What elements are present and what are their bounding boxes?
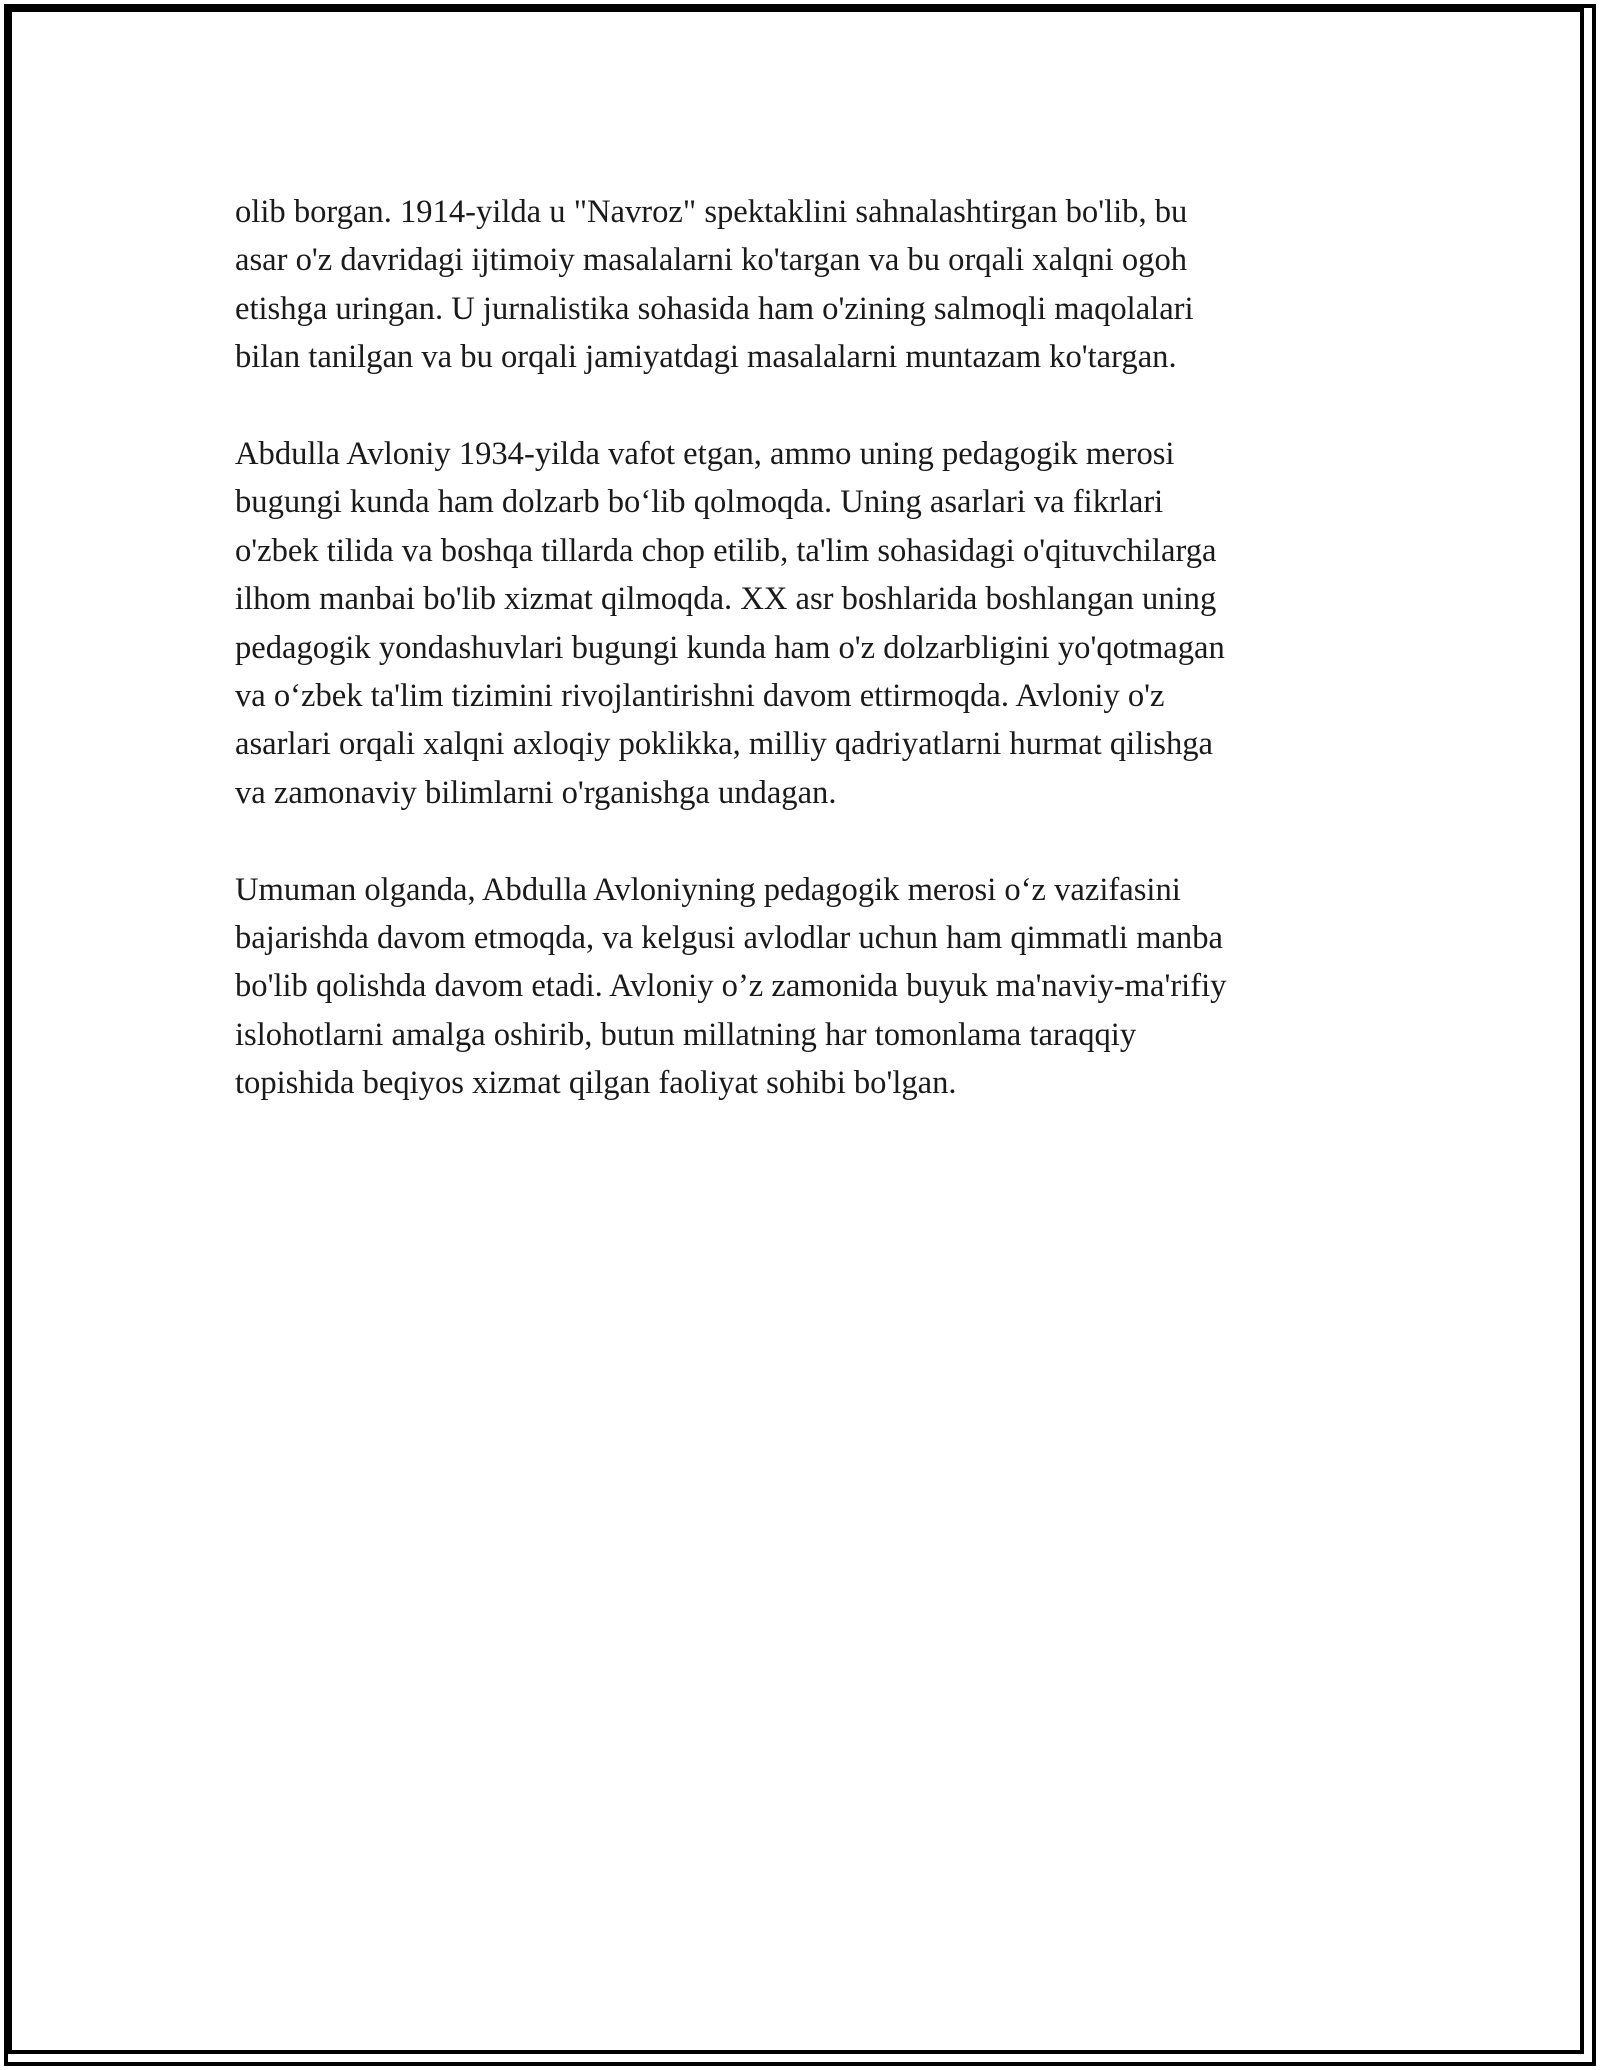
document-body: [235, 188, 1375, 1156]
paragraph-2: Abdulla Avloniy 1934-yilda vafot etgan, ammo uning pedagogik merosi bugungi kunda ham dolzarb bo‘lib qolmoqda. Uning asarlari va fikrlari o'zbek tilida va boshqa tillarda chop etilib, ta'lim sohasidagi o'qituvchilarga ilhom manbai bo'lib xizmat qilmoqda. XX asr boshlarida boshlangan uning pedagogik yondashuvlari bugungi kunda ham o'z dolzarbligini yo'qotmagan va o‘zbek ta'lim tizimini rivojlantirishni davom ettirmoqda. Avloniy o'z asarlari orqali xalqni axloqiy poklikka, milliy qadriyatlarni hurmat qilishga va zamonaviy bilimlarni o'rganishga undagan.: [235, 436, 1225, 811]
paragraph-3: Umuman olganda, Abdulla Avloniyning pedagogik merosi o‘z vazifasini bajarishda davom etmoqda, va kelgusi avlodlar uchun ham qimmatli manba bo'lib qolishda davom etadi. Avloniy o’z zamonida buyuk ma'naviy-ma'rifiy islohotlarni amalga oshirib, butun millatning har tomonlama taraqqiy topishida beqiyos xizmat qilgan faoliyat sohibi bo'lgan.: [235, 871, 1227, 1102]
paragraph-1: olib borgan. 1914-yilda u "Navroz" spektaklini sahnalashtirgan bo'lib, bu asar o'z davridagi ijtimoiy masalalarni ko'targan va bu orqali xalqni ogoh etishga uringan. U jurnalistika sohasida ham o'zining salmoqli maqolalari bilan tanilgan va bu orqali jamiyatdagi masalalarni muntazam ko'targan.: [235, 194, 1194, 376]
